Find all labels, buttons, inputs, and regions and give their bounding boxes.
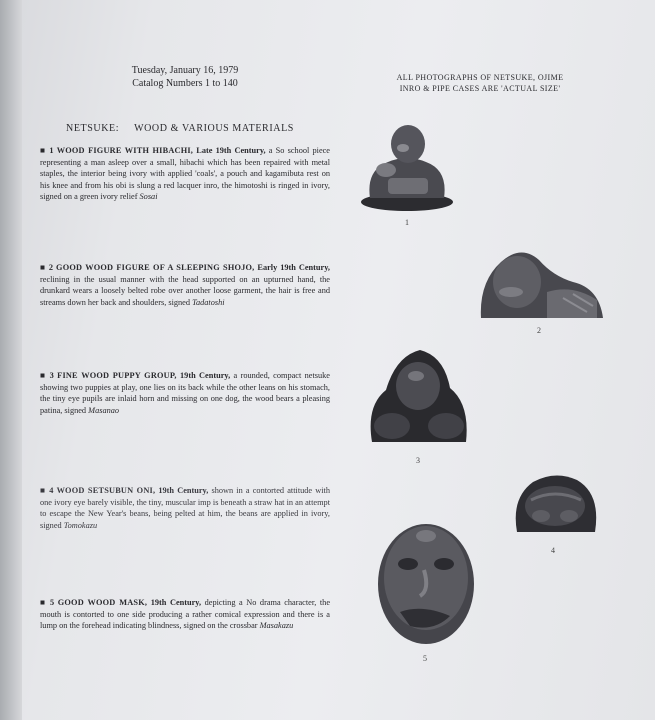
lot-date: 19th Century, xyxy=(180,371,231,380)
lot-date: 19th Century, xyxy=(150,598,202,607)
lot-signature: Masakazu xyxy=(259,621,294,631)
lot-signature: Tomokazu xyxy=(63,520,98,530)
lot-number: 5 xyxy=(50,598,55,607)
lot-signature: Sosai xyxy=(139,192,158,202)
lot-description: reclining in the usual manner with the head supported on an upturned hand, the drunkard wears a loosely belted robe over another loose garment, the hair is free and streams down her back and shoulders, signed xyxy=(40,274,330,307)
lot-4 xyxy=(40,485,330,531)
page-fold-shadow xyxy=(0,0,22,720)
lot-5 xyxy=(40,597,330,632)
sale-header xyxy=(110,64,260,90)
puppy-group-netsuke-icon xyxy=(366,346,472,452)
sale-date: Tuesday, January 16, 1979 xyxy=(131,65,239,76)
lot-description: a rounded, compact netsuke showing two puppies at play, one lies on its back while the other leans on his stomach, the tiny eye pupils are inlaid horn and missing on one dog, the wood bears a pleasing patina, signed xyxy=(40,371,330,415)
lot-date: 19th Century, xyxy=(158,486,209,495)
lot-1 xyxy=(40,145,330,203)
figure-caption-3: 3 xyxy=(416,456,420,465)
lot-title: WOOD SETSUBUN ONI, xyxy=(56,486,156,495)
lot-number: 4 xyxy=(49,486,54,495)
section-subtitle: WOOD & VARIOUS MATERIALS xyxy=(134,123,294,134)
lot-title: GOOD WOOD MASK, xyxy=(57,598,148,607)
catalog-range: Catalog Numbers 1 to 140 xyxy=(132,78,238,89)
section-title xyxy=(66,123,306,134)
lot-title: WOOD FIGURE WITH HIBACHI, xyxy=(56,146,194,155)
photo-note-line1: ALL PHOTOGRAPHS OF NETSUKE, OJIME xyxy=(396,73,564,82)
seated-figure-netsuke-icon xyxy=(356,118,458,214)
figure-caption-4: 4 xyxy=(551,546,555,555)
lot-title: FINE WOOD PUPPY GROUP, xyxy=(57,371,177,380)
figure-caption-1: 1 xyxy=(405,218,409,227)
lot-number: 1 xyxy=(49,146,54,155)
lot-number: 3 xyxy=(49,371,54,380)
lot-description: depicting a No drama character, the mouth is contorted to one side producing a rather comical expression and there is a lump on the forehead indicating blindness, signed on the crossbar xyxy=(40,598,331,631)
lot-bullet: ■ xyxy=(40,371,47,380)
lot-bullet: ■ xyxy=(40,263,46,272)
lot-bullet: ■ xyxy=(40,486,47,495)
figure-caption-5: 5 xyxy=(423,654,427,663)
lot-description: a So school piece representing a man asleep over a small, hibachi which has been repaired with metal staples, the interior being ivory with applied 'coals', a pouch and kagamibuta rest on his knee and from his obi is slung a red lacquer inro, the himotoshi is ringed in ivory, signed on a green ivory relief xyxy=(40,146,330,202)
oni-netsuke-icon xyxy=(511,470,599,544)
lot-signature: Masanao xyxy=(88,405,120,415)
lot-signature: Tadatoshi xyxy=(192,297,225,307)
lot-description: shown in a contorted attitude with one ivory eye barely visible, the tiny, muscular imp is beneath a straw hat in an attempt to escape the New Year's beans, being pelted at him, the beans are applied in ivory, signed xyxy=(40,486,331,530)
section-label: NETSUKE: xyxy=(66,123,120,134)
lot-number: 2 xyxy=(48,263,54,272)
lot-2 xyxy=(40,262,330,308)
sleeping-shojo-netsuke-icon xyxy=(477,242,607,324)
lot-bullet: ■ xyxy=(40,598,47,607)
lot-3 xyxy=(40,370,330,416)
lot-date: Early 19th Century, xyxy=(257,263,330,272)
mask-netsuke-icon xyxy=(374,520,478,648)
lot-title: GOOD WOOD FIGURE OF A SLEEPING SHOJO, xyxy=(56,263,255,272)
photo-note xyxy=(370,72,590,94)
lot-bullet: ■ xyxy=(40,146,47,155)
lot-date: Late 19th Century, xyxy=(196,146,266,155)
figure-caption-2: 2 xyxy=(537,326,541,335)
photo-note-line2: INRO & PIPE CASES ARE 'ACTUAL SIZE' xyxy=(399,84,561,93)
